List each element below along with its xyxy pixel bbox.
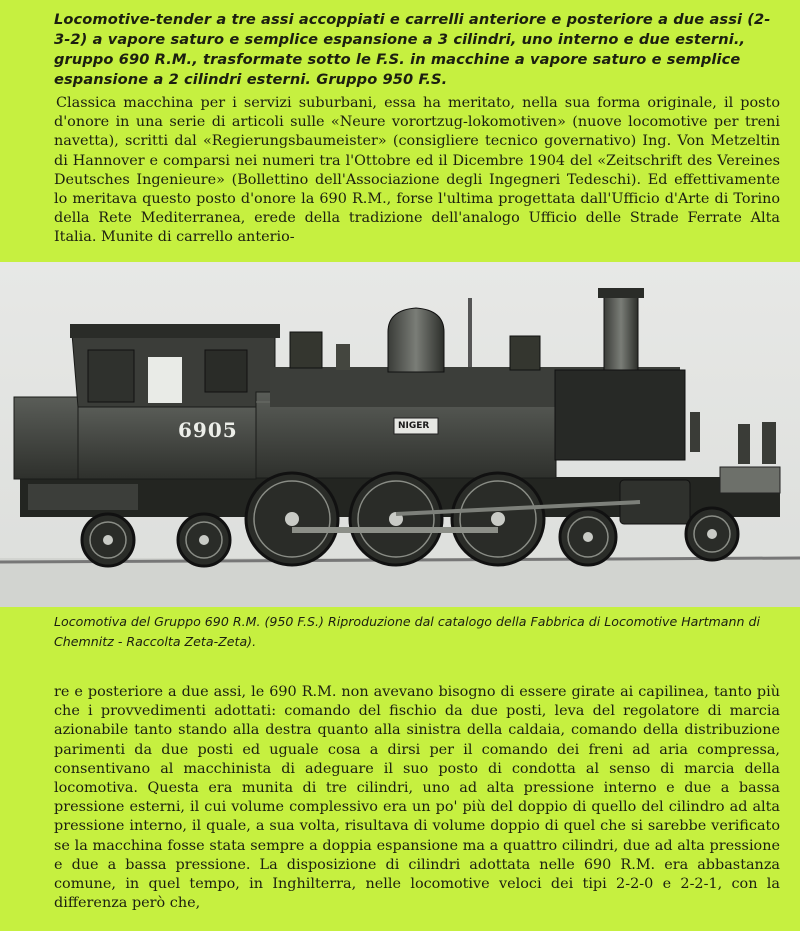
article-heading: Locomotive-tender a tre assi accoppiati e carrelli anteriore e posteriore a due assi (2-3-2) a vapore saturo e semplice espansione a 3 cilindri, uno interno e due esterni., gruppo 690 R.M., trasformate sotto le F.S. in macchine a vapore saturo e semplice espansione a 2 cilindri esterni. Gruppo 950 F.S. <box>54 11 771 88</box>
locomotive-photo <box>0 262 800 607</box>
number-plate: 6905 <box>178 418 238 442</box>
continuation-paragraph: re e posteriore a due assi, le 690 R.M. non avevano bisogno di essere girate ai capilinea, tanto più che i provvedimenti adottati: comando del fischio da due posti, leva del regolatore di marcia azionabile tanto stando alla destra quanto alla sinistra della caldaia, comando della distribuzione parimenti da due posti ed uguale cosa a dirsi per il comando dei freni ad aria compressa, consentivano al macchinista di adeguare il suo posto di condotta al senso di marcia della locomotiva. Questa era munita di tre cilindri, uno ad alta pressione interno e due a bassa pressione esterni, il cui volume complessivo era un po' più del doppio di quello del cilindro ad alta pressione interno, il quale, a sua volta, risultava di volume doppio di quel che si sarebbe verificato se la macchina fosse stata sempre a doppia espansione ma a quattro cilindri, due ad alta pressione e due a bassa pressione. La disposizione di cilindri adottata nelle 690 R.M. era abbastanza comune, in quel tempo, in Inghilterra, nelle locomotive veloci dei tipi 2-2-0 e 2-2-1, con la differenza però che, <box>54 684 780 912</box>
photo-caption: Locomotiva del Gruppo 690 R.M. (950 F.S.) Riproduzione dal catalogo della Fabbrica di Locomotive Hartmann di Chemnitz - Raccolta Zeta-Zeta). <box>54 614 760 649</box>
name-plate: NIGER <box>398 421 430 431</box>
intro-paragraph: Classica macchina per i servizi suburbani, essa ha meritato, nella sua forma originale, il posto d'onore in una serie di articoli sulle «Neure vorortzug-lokomotiven» (nuove locomotive per treni navetta), scritti dal «Regierungsbaumeister» (consigliere tecnico governativo) Ing. Von Metzeltin di Hannover e comparsi nei numeri tra l'Ottobre ed il Dicembre 1904 del «Zeitschrift des Vereines Deutsches Ingenieure» (Bollettino dell'Associazione degli Ingegneri Tedeschi). Ed effettivamente lo meritava questo posto d'onore la 690 R.M., forse l'ultima progettata dall'Ufficio d'Arte di Torino della Rete Mediterranea, erede della tradizione dell'analogo Ufficio delle Strade Ferrate Alta Italia. Munite di carrello anterio- <box>54 95 780 246</box>
